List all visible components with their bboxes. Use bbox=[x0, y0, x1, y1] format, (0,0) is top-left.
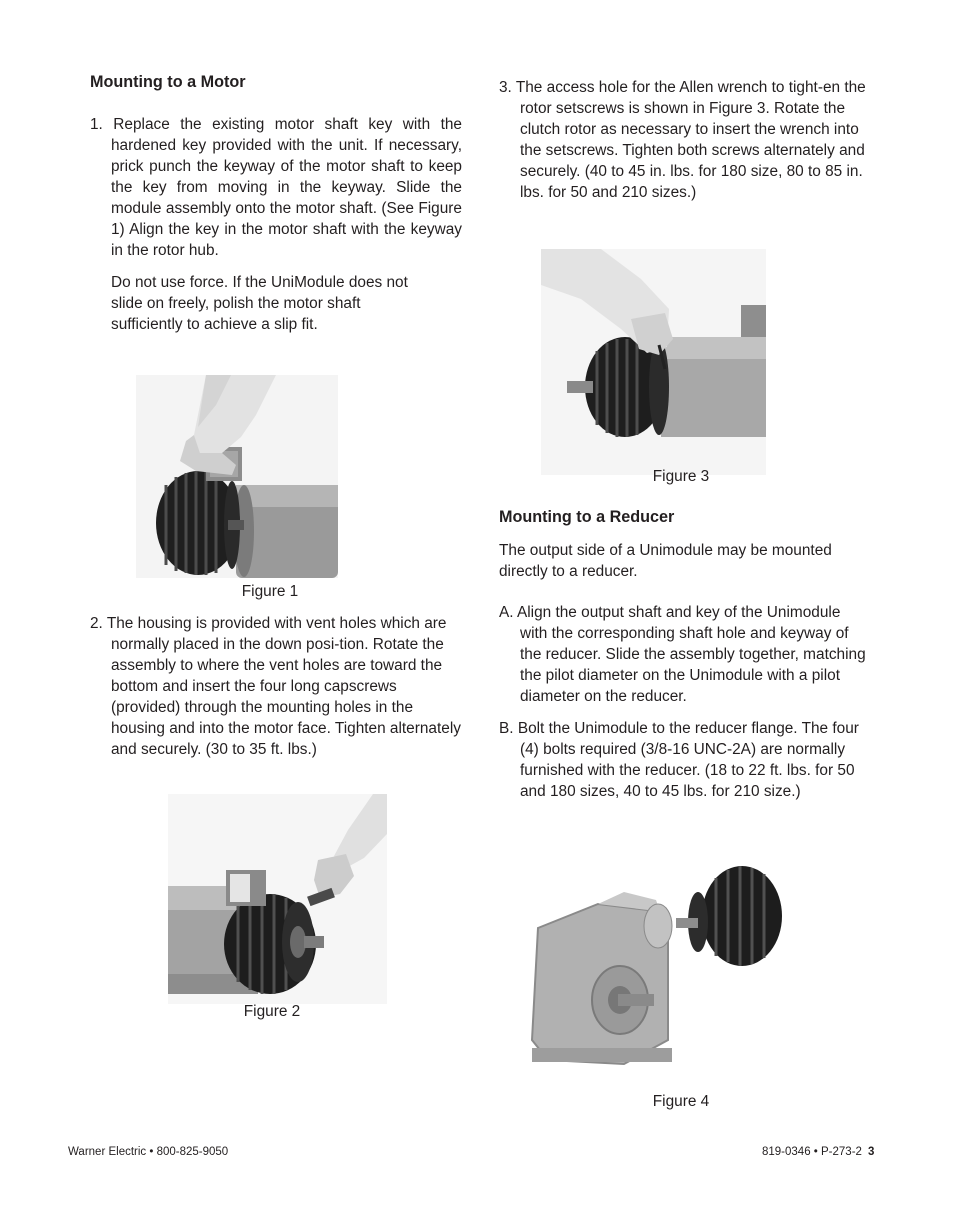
left-column-lower bbox=[90, 613, 462, 760]
figure-2-caption: Figure 2 bbox=[243, 1003, 301, 1020]
footer-doc-info bbox=[762, 1146, 874, 1158]
figure-1-caption: Figure 1 bbox=[241, 583, 299, 600]
section-heading-reducer: Mounting to a Reducer bbox=[499, 508, 675, 526]
figure-1-image bbox=[136, 375, 338, 578]
step-3: 3. The access hole for the Allen wrench to tight-en the rotor setscrews is shown in Figure 3. Rotate the clutch rotor as necessary to insert the wrench into the setscrews. Tighten both screws alternately and securely. (40 to 45 in. lbs. for 180 size, 80 to 85 in. lbs. for 50 and 210 sizes.) bbox=[499, 79, 866, 201]
note-no-force: Do not use force. If the UniModule does not slide on freely, polish the motor shaft sufficiently to achieve a slip fit. bbox=[111, 274, 408, 333]
figure-2-image bbox=[168, 794, 387, 1004]
step-b: B. Bolt the Unimodule to the reducer flange. The four (4) bolts required (3/8-16 UNC-2A) are normally furnished with the reducer. (18 to 22 ft. lbs. for 50 and 180 sizes, 40 to 45 lbs. for 210 size.) bbox=[499, 720, 859, 800]
figure-3-caption: Figure 3 bbox=[652, 468, 710, 485]
step-2: 2. The housing is provided with vent holes which are normally placed in the down posi-tion. Rotate the assembly to where the vent holes are toward the bottom and insert the four long capscrews (provided) through the mounting holes in the housing and into the motor face. Tighten alternately and securely. (30 to 35 ft. lbs.) bbox=[90, 615, 461, 758]
left-column bbox=[90, 72, 462, 335]
right-column-upper bbox=[499, 77, 869, 203]
reducer-intro: The output side of a Unimodule may be mounted directly to a reducer. bbox=[499, 542, 832, 580]
figure-3-image bbox=[541, 249, 766, 475]
section-heading-motor: Mounting to a Motor bbox=[90, 73, 246, 91]
page-number: 3 bbox=[867, 1146, 875, 1158]
step-a: A. Align the output shaft and key of the Unimodule with the corresponding shaft hole and keyway of the reducer. Slide the assembly together, matching the pilot diameter on the Unimodule with a pilot diameter on the reducer. bbox=[499, 604, 866, 705]
footer-doc-code: 819-0346 • P-273-2 bbox=[762, 1146, 862, 1158]
footer-company: Warner Electric • 800-825-9050 bbox=[68, 1146, 229, 1158]
figure-4-caption: Figure 4 bbox=[652, 1093, 710, 1110]
figure-4-image bbox=[528, 864, 786, 1072]
step-1: 1. Replace the existing motor shaft key with the hardened key provided with the unit. If necessary, prick punch the keyway of the motor shaft to keep the key from moving in the keyway. Slide the module assembly onto the motor shaft. (See Figure 1) Align the key in the motor shaft with the keyway in the rotor hub. bbox=[90, 116, 462, 259]
right-column-lower bbox=[499, 507, 869, 802]
